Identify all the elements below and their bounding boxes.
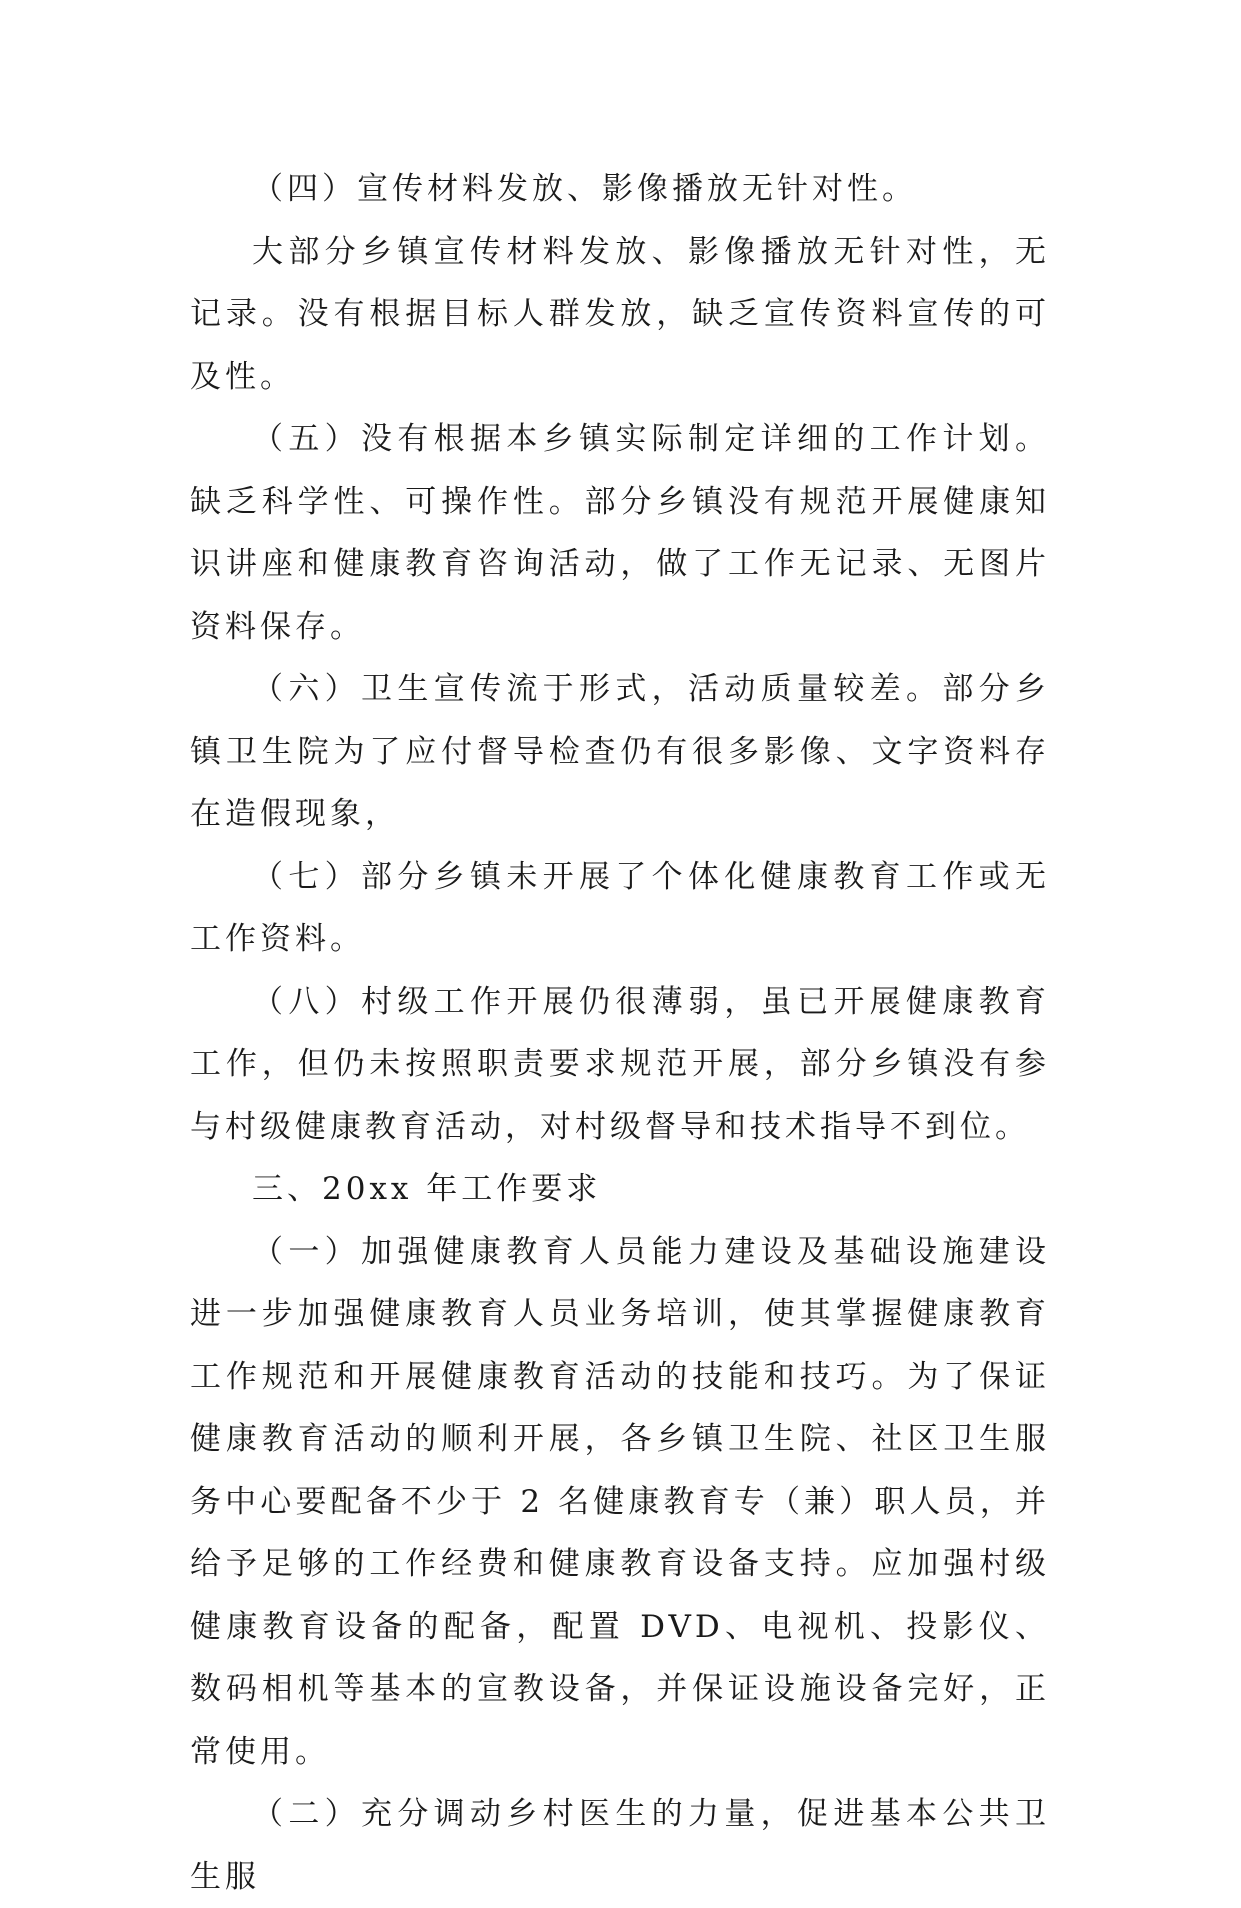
paragraph-7: （七）部分乡镇未开展了个体化健康教育工作或无工作资料。 — [190, 858, 1050, 957]
paragraph-6: （六）卫生宣传流于形式，活动质量较差。部分乡镇卫生院为了应付督导检查仍有很多影像、文字资料存在造假现象， — [190, 671, 1050, 832]
paragraph-4-heading: （四）宣传材料发放、影像播放无针对性。 — [252, 171, 917, 207]
document-body — [190, 158, 1050, 1908]
requirement-1: （一）加强健康教育人员能力建设及基础设施建设进一步加强健康教育人员业务培训，使其掌握健康教育工作规范和开展健康教育活动的技能和技巧。为了保证健康教育活动的顺利开展，各乡镇卫生院、社区卫生服务中心要配备不少于 2 名健康教育专（兼）职人员，并给予足够的工作经费和健康教育设备支持。应加强村级健康教育设备的配备，配置 DVD、电视机、投影仪、数码相机等基本的宣教设备，并保证设施设备完好，正常使用。 — [190, 1233, 1050, 1770]
paragraph-4-body: 大部分乡镇宣传材料发放、影像播放无针对性，无记录。没有根据目标人群发放，缺乏宣传资料宣传的可及性。 — [190, 233, 1050, 395]
paragraph-8: （八）村级工作开展仍很薄弱，虽已开展健康教育工作，但仍未按照职责要求规范开展，部分乡镇没有参与村级健康教育活动，对村级督导和技术指导不到位。 — [190, 983, 1050, 1145]
requirement-2: （二）充分调动乡村医生的力量，促进基本公共卫生服 — [190, 1796, 1050, 1895]
section-heading-3: 三、20xx 年工作要求 — [252, 1171, 602, 1207]
paragraph-5: （五）没有根据本乡镇实际制定详细的工作计划。缺乏科学性、可操作性。部分乡镇没有规范开展健康知识讲座和健康教育咨询活动，做了工作无记录、无图片资料保存。 — [190, 421, 1050, 645]
